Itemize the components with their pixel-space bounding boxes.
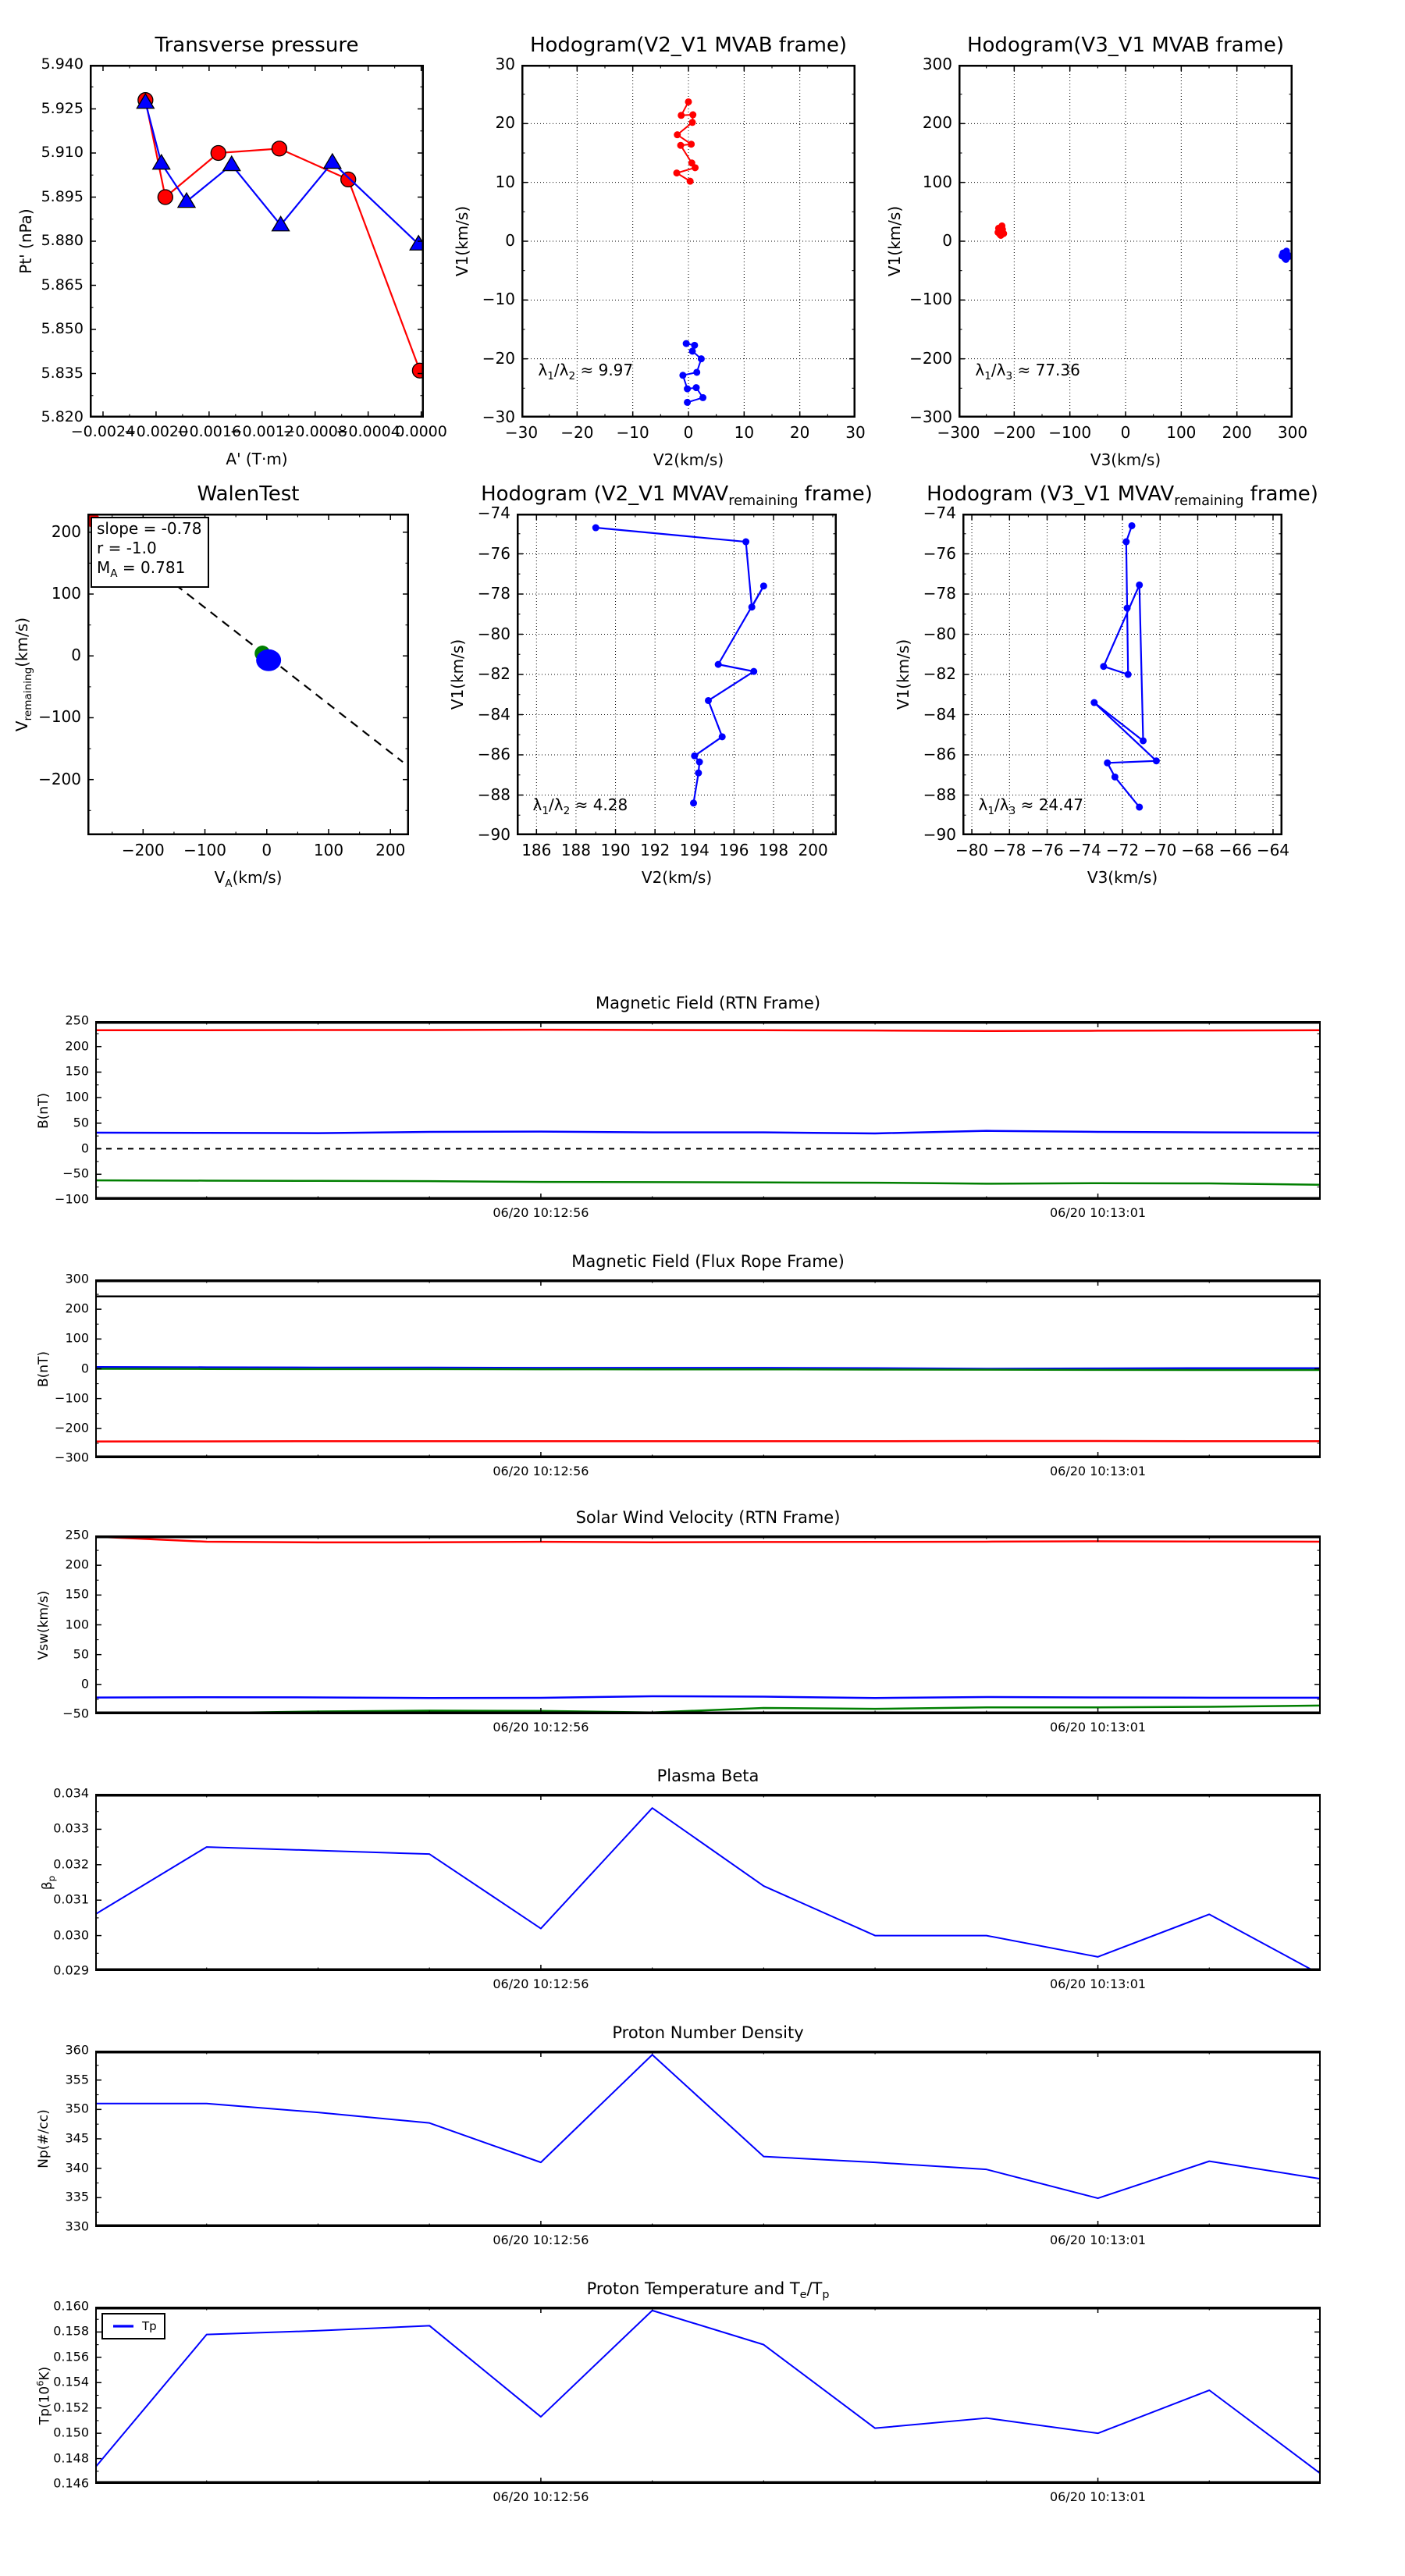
series-line-by-prime [95,1369,1321,1371]
series-line-bn [95,1131,1321,1133]
math-script: e [799,2289,807,2302]
ytick-label: 50 [73,1646,89,1662]
xtick-label: −0.0024 [70,423,136,440]
marker-dot-b-over-sqrt-mu0rho [698,355,705,362]
marker-triangle-second-half-path [223,156,240,171]
math-script: remaining [1174,493,1244,510]
ylabel-transverse-pressure: Pt' (nPa) [16,208,35,274]
xtick-label: 0 [261,841,272,859]
marker-dot-v-remaining [688,141,695,148]
marker-dot-v-path [760,582,767,589]
xtick-label: 0 [1120,423,1131,442]
xtick-label: 06/20 10:13:01 [1050,1464,1147,1478]
ytick-label: 5.820 [41,407,84,425]
xtick-label: 30 [845,423,866,442]
marker-dot-v-path [691,753,698,760]
title-hodogram-v2v1-mvav-remaining: Hodogram (V2_V1 $MVAV_{remaining}$ frame) [481,482,873,510]
xtick-label: 196 [719,841,749,859]
ytick-label: 345 [65,2130,89,2146]
axes-hodogram-v3v1-mvav-remaining [962,514,1282,835]
title-solar-wind-velocity-rtn: Solar Wind Velocity (RTN Frame) [575,1508,841,1527]
math-script: 2 [563,804,571,817]
xtick-label: −200 [992,423,1036,442]
ytick-label: −200 [55,1420,89,1436]
ytick-label: 300 [922,54,952,73]
title-walen-test: WalenTest [197,482,300,506]
xtick-label: −300 [937,423,980,442]
axes-transverse-pressure [90,65,424,418]
ytick-label: 5.835 [41,364,84,382]
ytick-label: 0.152 [53,2400,89,2415]
marker-dot-v-remaining [689,112,696,119]
ytick-label: −20 [482,348,515,368]
ytick-label: 5.880 [41,231,84,249]
marker-dot-v-remaining [674,131,681,138]
xtick-label: 190 [600,841,631,859]
xtick-label: 06/20 10:12:56 [493,1464,589,1478]
math-script: 1 [542,804,549,817]
math-script: A [225,877,233,890]
xtick-label: 20 [789,423,810,442]
ylabel-hodogram-v3v1-mvab: V1(km/s) [885,205,904,277]
axes-hodogram-v2v1-mvav-remaining [517,514,837,835]
ytick-label: −78 [477,583,510,603]
ytick-label: −90 [477,824,510,844]
marker-circle-first-half-path [341,172,356,187]
marker-dot-v-remaining [685,98,692,105]
ytick-label: −82 [477,664,510,683]
xtick-label: 100 [1166,423,1197,442]
ytick-label: 0.154 [53,2374,89,2389]
ytick-label: 0 [80,1676,89,1692]
series-line-first-half-path [145,100,420,371]
ytick-label: −80 [923,624,956,643]
xtick-label: 06/20 10:12:56 [493,2233,589,2247]
xtick-label: −78 [993,841,1026,859]
ytick-label: 0 [505,230,515,250]
ytick-label: 360 [65,2042,89,2058]
marker-dot-v-path [696,759,703,766]
math-script: p [822,2289,830,2302]
marker-dot-v-remaining [996,230,1003,237]
marker-dot-b-over-sqrt-mu0rho [683,340,690,347]
xtick-label: −0.0004 [336,423,400,440]
xtick-label: −100 [183,841,226,859]
ytick-label: 340 [65,2160,89,2176]
xtick-label: −68 [1181,841,1215,859]
marker-dot-v-path [1104,760,1111,767]
ytick-label: 5.925 [41,99,84,117]
ytick-label: 350 [65,2101,89,2116]
stats-line: r = -1.0 [97,539,157,557]
title-transverse-pressure: Transverse pressure [155,34,359,57]
math-script: 3 [1005,369,1013,382]
marker-dot-v-path [690,799,697,806]
math-script: 1 [984,369,991,382]
marker-dot-b-over-sqrt-mu0rho [699,394,706,401]
xtick-label: −80 [955,841,989,859]
title-hodogram-v3v1-mvav-remaining: Hodogram (V3_V1 $MVAV_{remaining}$ frame) [927,482,1318,510]
ytick-label: −50 [62,1165,89,1181]
ytick-label: 100 [65,1330,89,1346]
ytick-label: −100 [38,707,81,727]
annotation-hodogram-v2v1-mvab: $\lambda_1/\lambda_2 \approx 9.97$ [538,360,634,382]
ytick-label: −84 [923,704,956,724]
ytick-label: 100 [51,583,81,603]
ytick-label: 10 [495,172,515,191]
ytick-label: −74 [477,503,510,522]
xlabel-hodogram-v3v1-mvab: V3(km/s) [1090,450,1161,469]
title-hodogram-v2v1-mvab: Hodogram(V2_V1 MVAB frame) [529,34,848,57]
xlabel-transverse-pressure: A' (T·m) [226,450,288,468]
xtick-label: −10 [616,423,649,442]
xtick-label: −0.0012 [229,423,294,440]
math-script: 1 [987,804,994,817]
ytick-label: 30 [495,54,515,73]
ytick-label: 150 [65,1586,89,1602]
ytick-label: −100 [55,1390,89,1406]
xtick-label: 192 [640,841,670,859]
ytick-label: −90 [923,824,956,844]
ytick-label: 0.158 [53,2323,89,2339]
ytick-label: 0.034 [53,1785,89,1801]
marker-blue-cluster [256,649,281,671]
marker-dot-v-path [1125,671,1132,678]
marker-circle-first-half-path [272,141,286,156]
ytick-label: −200 [909,348,952,368]
title-proton-temperature: Proton Temperature and $T_e/T_p$ [586,2279,830,2302]
legend-item-proton-temperature [110,2319,157,2333]
ytick-label: 5.850 [41,319,84,337]
marker-dot-v-path [1136,803,1143,810]
math-script: 1 [547,369,554,382]
ytick-label: 150 [65,1063,89,1079]
ytick-label: 5.865 [41,276,84,294]
math-script: p [46,1875,58,1881]
math-script: A [110,568,118,580]
ytick-label: 5.895 [41,187,84,205]
annotation-hodogram-v3v1-mvab: $\lambda_1/\lambda_3 \approx 77.36$ [975,360,1080,382]
xlabel-hodogram-v2v1-mvab: V2(km/s) [653,450,724,469]
legend-label: Tp [142,2319,157,2333]
ytick-label: 0 [80,1361,89,1376]
axes-solar-wind-velocity-rtn [95,1535,1321,1714]
xtick-label: 186 [521,841,552,859]
marker-dot-v-remaining [692,164,699,171]
xlabel-walen-test: $V_A(km/s)$ [214,868,283,890]
xtick-label: 0 [683,423,694,442]
ytick-label: −88 [923,785,956,804]
title-magnetic-field-fluxrope: Magnetic Field (Flux Rope Frame) [571,1252,845,1271]
ytick-label: −82 [923,664,956,683]
ytick-label: −100 [55,1191,89,1207]
xtick-label: −0.0016 [176,423,242,440]
marker-dot-b-over-sqrt-mu0rho [679,372,686,379]
xtick-label: −76 [1030,841,1064,859]
stats-line: slope = -0.78 [97,519,202,538]
marker-dot-v-path [695,770,702,777]
ytick-label: 200 [65,1038,89,1054]
ytick-label: −86 [923,744,956,763]
xlabel-hodogram-v2v1-mvav-remaining: V2(km/s) [641,868,713,887]
series-line-bx-prime [95,1441,1321,1442]
marker-triangle-second-half-path [153,155,170,169]
math-script: 6 [34,2379,46,2386]
annotation-hodogram-v2v1-mvav-remaining: $\lambda_1/\lambda_2 \approx 4.28$ [532,795,628,817]
xtick-label: 06/20 10:13:01 [1050,2489,1147,2504]
ylabel-proton-temperature: $Tp(10^6K)$ [34,2366,53,2425]
ytick-label: 5.940 [41,55,84,73]
marker-dot-v-path [1090,699,1097,706]
annotation-hodogram-v3v1-mvav-remaining: $\lambda_1/\lambda_3 \approx 24.47$ [978,795,1083,817]
xtick-label: −100 [1048,423,1092,442]
axes-proton-number-density [95,2051,1321,2227]
xlabel-hodogram-v3v1-mvav-remaining: V3(km/s) [1087,868,1158,887]
xtick-label: 06/20 10:12:56 [493,1205,589,1220]
xtick-label: 200 [1222,423,1252,442]
xtick-label: −200 [121,841,165,859]
ytick-label: 20 [495,113,515,133]
title-plasma-beta: Plasma Beta [656,1767,759,1785]
ytick-label: 300 [65,1271,89,1286]
ytick-label: 200 [922,113,952,133]
marker-dot-v-path [592,525,599,532]
ytick-label: 0.032 [53,1856,89,1872]
ytick-label: −80 [477,624,510,643]
xtick-label: 06/20 10:13:01 [1050,1205,1147,1220]
axes-proton-temperature [95,2307,1321,2484]
ylabel-hodogram-v2v1-mvab: V1(km/s) [453,205,471,277]
ytick-label: 200 [65,1300,89,1316]
ytick-label: 0.031 [53,1891,89,1907]
axes-magnetic-field-rtn [95,1021,1321,1200]
ytick-label: 5.910 [41,143,84,161]
xtick-label: −70 [1144,841,1177,859]
ytick-label: 50 [73,1115,89,1130]
math-script: remaining [728,493,799,510]
marker-dot-b-over-sqrt-mu0rho [692,384,699,391]
ytick-label: 0.148 [53,2450,89,2466]
series-line-tp [95,2311,1321,2474]
ylabel-hodogram-v3v1-mvav-remaining: V1(km/s) [894,639,912,710]
xtick-label: −20 [560,423,594,442]
marker-dot-v-path [742,539,749,546]
title-magnetic-field-rtn: Magnetic Field (RTN Frame) [595,994,821,1012]
xtick-label: −74 [1068,841,1101,859]
series-line-vn [95,1696,1321,1698]
xtick-label: 188 [560,841,592,859]
marker-dot-v-path [749,603,756,610]
marker-dot-v-path [1124,605,1131,612]
ytick-label: 0.029 [53,1962,89,1978]
xtick-label: −64 [1256,841,1290,859]
ytick-label: 0.030 [53,1927,89,1943]
ytick-label: −84 [477,704,510,724]
xtick-label: 194 [679,841,710,859]
ytick-label: 100 [922,172,952,191]
marker-triangle-second-half-path [178,193,195,208]
ytick-label: 0.160 [53,2298,89,2314]
ylabel-magnetic-field-rtn: B(nT) [36,1092,52,1129]
marker-dot-v-path [705,697,712,704]
ytick-label: 200 [65,1557,89,1572]
marker-dot-v-path [1112,774,1119,781]
title-hodogram-v3v1-mvab: Hodogram(V3_V1 MVAB frame) [966,34,1285,57]
ytick-label: −88 [477,785,510,804]
ytick-label: 330 [65,2218,89,2234]
ytick-label: 0 [71,646,81,665]
marker-dot-v-path [1140,737,1147,744]
marker-dot-v-path [715,661,722,668]
xtick-label: 10 [734,423,755,442]
marker-dot-v-path [1100,663,1107,670]
marker-dot-b-over-sqrt-mu0rho [693,368,700,375]
xtick-label: −66 [1218,841,1252,859]
math-script: 2 [568,369,576,382]
ytick-label: 0.146 [53,2475,89,2491]
marker-dot-v-remaining [678,112,685,119]
xtick-label: 200 [798,841,828,859]
ytick-label: 335 [65,2189,89,2204]
xtick-label: 06/20 10:13:01 [1050,2233,1147,2247]
ytick-label: 0.033 [53,1820,89,1836]
ylabel-magnetic-field-fluxrope: B(nT) [36,1350,52,1387]
ytick-label: 0.156 [53,2349,89,2364]
ylabel-plasma-beta: $\beta_p$ [39,1875,58,1890]
ytick-label: −76 [923,543,956,563]
ytick-label: −74 [923,503,956,522]
ylabel-solar-wind-velocity-rtn: Vsw(km/s) [36,1590,52,1660]
marker-dot-v-remaining [674,169,681,176]
series-line-np [95,2055,1321,2198]
series-line-v-path [596,528,763,803]
xtick-label: 300 [1277,423,1308,442]
ytick-label: −86 [477,744,510,763]
math-script: remaining [22,667,34,721]
series-line-bt [95,1180,1321,1185]
ytick-label: −50 [62,1706,89,1721]
marker-dot-v-path [1153,757,1160,764]
xtick-label: 06/20 10:12:56 [493,1720,589,1735]
xtick-label: 06/20 10:13:01 [1050,1976,1147,1991]
marker-triangle-second-half-path [324,154,341,168]
legend-glyph-line [110,2319,137,2333]
legend-proton-temperature [101,2313,165,2339]
ytick-label: 200 [51,521,81,541]
marker-dot-b-over-sqrt-mu0rho [688,347,695,354]
marker-dot-v-remaining [687,178,694,185]
ytick-label: −200 [38,769,81,788]
xtick-label: 06/20 10:12:56 [493,1976,589,1991]
math-script: 3 [1008,804,1016,817]
marker-dot-b-over-sqrt-mu0rho [684,386,691,393]
xtick-label: −72 [1105,841,1140,859]
ytick-label: 0 [80,1140,89,1156]
xtick-label: −30 [504,423,539,442]
series-line-beta-p [95,1808,1321,1971]
ylabel-hodogram-v2v1-mvav-remaining: V1(km/s) [448,639,467,710]
ytick-label: 100 [65,1617,89,1632]
marker-dot-v-remaining [678,142,685,149]
marker-dot-v-path [750,668,757,675]
xtick-label: 06/20 10:12:56 [493,2489,589,2504]
xtick-label: 100 [313,841,344,859]
ytick-label: −30 [482,407,515,426]
marker-circle-first-half-path [158,190,173,205]
marker-dot-v-path [719,733,726,740]
marker-dot-v-path [1122,539,1129,546]
xtick-label: −0.0008 [283,423,347,440]
xtick-label: 198 [758,841,789,859]
marker-dot-v-path [1129,522,1136,529]
ytick-label: 100 [65,1089,89,1105]
marker-dot-v-remaining [688,119,695,126]
stats-box-walen-test [91,517,209,588]
ytick-label: −76 [477,543,510,563]
ytick-label: 0.150 [53,2425,89,2440]
axes-plasma-beta [95,1794,1321,1971]
marker-dot-b-over-sqrt-mu0rho [1281,251,1288,258]
ytick-label: −100 [909,290,952,309]
ytick-label: 0 [942,230,952,250]
xtick-label: 0.0000 [395,423,447,440]
series-line-br [95,1030,1321,1031]
axes-magnetic-field-fluxrope [95,1279,1321,1458]
title-proton-number-density: Proton Number Density [612,2023,804,2042]
ytick-label: 355 [65,2072,89,2087]
marker-dot-v-path [1136,582,1143,589]
xtick-label: 06/20 10:13:01 [1050,1720,1147,1735]
stats-line: $M_A = 0.781$ [97,558,186,580]
ytick-label: −300 [909,407,952,426]
ytick-label: −78 [923,583,956,603]
ytick-label: 250 [65,1527,89,1542]
ytick-label: −300 [55,1450,89,1465]
ytick-label: −10 [482,290,515,309]
marker-dot-b-over-sqrt-mu0rho [684,399,691,406]
xtick-label: 200 [375,841,406,859]
ylabel-walen-test: $V_{remaining}(km/s)$ [12,617,34,732]
marker-circle-first-half-path [211,146,226,161]
ylabel-proton-number-density: Np(#/cc) [36,2109,52,2169]
xtick-label: −0.0020 [123,423,189,440]
ytick-label: 250 [65,1012,89,1028]
